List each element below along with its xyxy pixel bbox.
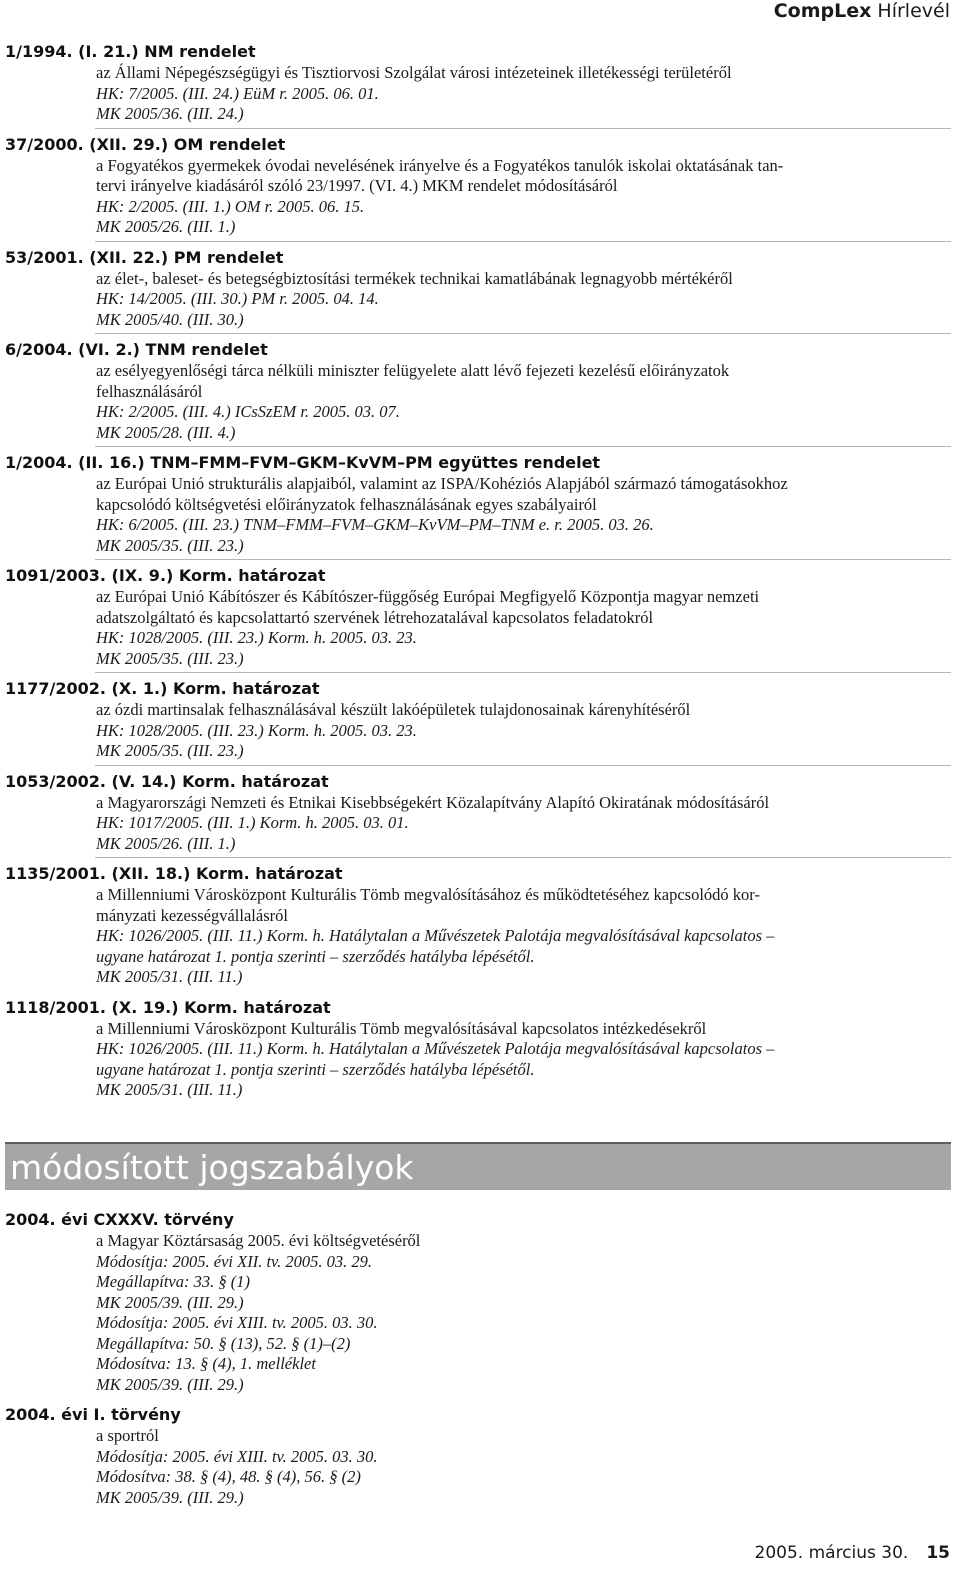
regulation-title: 53/2001. (XII. 22.) PM rendelet — [5, 247, 284, 267]
header-brand: CompLex — [773, 0, 872, 22]
description-line: a sportról — [96, 1426, 159, 1445]
page-footer — [755, 1543, 950, 1563]
reference-line: MK 2005/35. (III. 23.) — [96, 535, 244, 555]
reference-line: ugyane határozat 1. pontja szerinti – szerződés hatályba lépésétől. — [96, 946, 535, 966]
reference-line: HK: 1028/2005. (III. 23.) Korm. h. 2005. 03. 23. — [96, 720, 417, 740]
regulation-entry — [5, 339, 951, 447]
regulation-details — [96, 361, 951, 443]
regulation-details — [96, 1019, 951, 1101]
regulation-title: 1/2004. (II. 16.) TNM–FMM–FVM–GKM–KvVM–PM együttes rendelet — [5, 453, 601, 472]
reference-line: MK 2005/35. (III. 23.) — [96, 741, 244, 760]
regulation-entry — [5, 565, 951, 673]
regulation-title: 1/1994. (I. 21.) NM rendelet — [5, 42, 256, 61]
header-brand-rest: Hírlevél — [871, 0, 950, 22]
regulation-entry — [5, 1404, 951, 1512]
reference-line: HK: 7/2005. (III. 24.) EüM r. 2005. 06. 01. — [96, 83, 379, 103]
description-line: az esélyegyenlőségi tárca nélküli miniszter felügyelete alatt lévő fejezeti kezelésű előirányzatok — [96, 361, 730, 380]
regulation-details — [96, 1426, 951, 1508]
reference-line: Módosítva: 13. § (4), 1. melléklet — [96, 1354, 316, 1373]
section-title: módosított jogszabályok — [10, 1148, 414, 1187]
reference-line: MK 2005/26. (III. 1.) — [96, 217, 236, 236]
regulation-details — [96, 700, 951, 762]
reference-line: MK 2005/26. (III. 1.) — [96, 833, 236, 853]
regulation-title: 1053/2002. (V. 14.) Korm. határozat — [5, 771, 329, 791]
regulation-entry — [5, 134, 951, 242]
regulation-title: 1091/2003. (IX. 9.) Korm. határozat — [5, 566, 326, 585]
reference-line: MK 2005/39. (III. 29.) — [96, 1487, 244, 1507]
description-line: tervi irányelve kiadásáról szóló 23/1997. (VI. 4.) MKM rendelet módosításáról — [96, 176, 618, 195]
regulation-details — [96, 587, 951, 669]
reference-line: Megállapítva: 50. § (13), 52. § (1)–(2) — [96, 1333, 351, 1353]
reference-line: MK 2005/39. (III. 29.) — [96, 1374, 244, 1394]
description-line: felhasználásáról — [96, 381, 203, 401]
regulation-details — [96, 793, 951, 855]
regulation-details — [96, 269, 951, 331]
regulation-entry — [5, 678, 951, 766]
regulation-title: 37/2000. (XII. 29.) OM rendelet — [5, 134, 286, 154]
description-line: az ózdi martinsalak felhasználásával készült lakóépületek tulajdonosainak kárenyhítéséről — [96, 700, 691, 719]
reference-line: MK 2005/36. (III. 24.) — [96, 104, 244, 123]
description-line: a Magyarországi Nemzeti és Etnikai Kisebbségekért Közalapítvány Alapító Okiratának módosításáról — [96, 792, 770, 812]
regulation-details — [96, 63, 951, 125]
reference-line: ugyane határozat 1. pontja szerinti – szerződés hatályba lépésétől. — [96, 1059, 535, 1079]
reference-line: MK 2005/31. (III. 11.) — [96, 967, 243, 986]
description-line: az Állami Népegészségügyi és Tisztiorvosi Szolgálat városi intézeteinek illetékességi területéről — [96, 63, 732, 82]
description-line: kapcsolódó költségvetési előirányzatok felhasználásának egyes szabályairól — [96, 494, 597, 514]
repealed-regulations-list — [5, 41, 951, 1110]
regulation-details — [96, 885, 951, 988]
page-number: 15 — [926, 1543, 950, 1563]
regulation-entry — [5, 452, 951, 560]
regulation-entry — [5, 1209, 951, 1399]
reference-line: MK 2005/35. (III. 23.) — [96, 648, 244, 668]
description-line: a Magyar Köztársaság 2005. évi költségvetéséről — [96, 1231, 421, 1250]
running-header — [774, 0, 950, 22]
regulation-entry — [5, 997, 951, 1105]
description-line: a Millenniumi Városközpont Kulturális Tömb megvalósításával kapcsolatos intézkedésekről — [96, 1018, 707, 1038]
regulation-details — [96, 156, 951, 238]
reference-line: HK: 1026/2005. (III. 11.) Korm. h. Hatálytalan a Művészetek Palotája megvalósításával kapcsolatos – — [96, 1039, 775, 1058]
reference-line: HK: 6/2005. (III. 23.) TNM–FMM–FVM–GKM–KvVM–PM–TNM e. r. 2005. 03. 26. — [96, 515, 654, 534]
reference-line: HK: 1026/2005. (III. 11.) Korm. h. Hatálytalan a Művészetek Palotája megvalósításával kapcsolatos – — [96, 926, 775, 945]
section-heading-bar — [5, 1142, 951, 1190]
amended-regulations-list — [5, 1209, 951, 1517]
description-line: az Európai Unió Kábítószer és Kábítószer-függőség Európai Megfigyelő Központja magyar nemzeti — [96, 587, 760, 606]
reference-line: MK 2005/28. (III. 4.) — [96, 422, 236, 442]
regulation-title: 6/2004. (VI. 2.) TNM rendelet — [5, 340, 268, 359]
footer-date: 2005. március 30. — [754, 1543, 909, 1563]
reference-line: Megállapítva: 33. § (1) — [96, 1272, 250, 1291]
regulation-title: 1118/2001. (X. 19.) Korm. határozat — [5, 997, 331, 1017]
reference-line: Módosítja: 2005. évi XII. tv. 2005. 03. 29. — [96, 1251, 373, 1271]
description-line: adatszolgáltató és kapcsolattartó szervének létrehozatalával kapcsolatos feladatokról — [96, 607, 654, 627]
reference-line: HK: 1028/2005. (III. 23.) Korm. h. 2005. 03. 23. — [96, 628, 417, 647]
reference-line: Módosítja: 2005. évi XIII. tv. 2005. 03. 30. — [96, 1313, 378, 1332]
regulation-entry — [5, 41, 951, 129]
reference-line: Módosítja: 2005. évi XIII. tv. 2005. 03. 30. — [96, 1446, 378, 1466]
description-line: az Európai Unió strukturális alapjaiból, valamint az ISPA/Kohéziós Alapjából származó támogatásokhoz — [96, 474, 788, 493]
description-line: a Millenniumi Városközpont Kulturális Tömb megvalósításához és működtetéséhez kapcsolódó kor- — [96, 885, 760, 904]
description-line: az élet-, baleset- és betegségbiztosítási termékek technikai kamatlábának legnagyobb mértékéről — [96, 268, 733, 288]
regulation-entry — [5, 863, 951, 992]
reference-line: MK 2005/31. (III. 11.) — [96, 1080, 243, 1099]
reference-line: MK 2005/39. (III. 29.) — [96, 1292, 244, 1312]
regulation-title: 1135/2001. (XII. 18.) Korm. határozat — [5, 864, 343, 883]
regulation-title: 2004. évi CXXXV. törvény — [5, 1210, 234, 1229]
regulation-details — [96, 474, 951, 556]
reference-line: HK: 1017/2005. (III. 1.) Korm. h. 2005. 03. 01. — [96, 813, 409, 832]
description-line: a Fogyatékos gyermekek óvodai nevelésének irányelve és a Fogyatékos tanulók iskolai oktatásának tan- — [96, 155, 784, 175]
regulation-details — [96, 1231, 951, 1395]
reference-line: HK: 14/2005. (III. 30.) PM r. 2005. 04. 14. — [96, 289, 379, 308]
reference-line: MK 2005/40. (III. 30.) — [96, 309, 244, 329]
regulation-entry — [5, 247, 951, 335]
description-line: mányzati kezességvállalásról — [96, 905, 288, 925]
regulation-title: 1177/2002. (X. 1.) Korm. határozat — [5, 679, 320, 698]
reference-line: HK: 2/2005. (III. 1.) OM r. 2005. 06. 15. — [96, 196, 365, 216]
reference-line: Módosítva: 38. § (4), 48. § (4), 56. § (2) — [96, 1467, 361, 1486]
reference-line: HK: 2/2005. (III. 4.) ICsSzEM r. 2005. 03. 07. — [96, 402, 400, 421]
regulation-title: 2004. évi I. törvény — [5, 1405, 181, 1424]
regulation-entry — [5, 771, 951, 859]
